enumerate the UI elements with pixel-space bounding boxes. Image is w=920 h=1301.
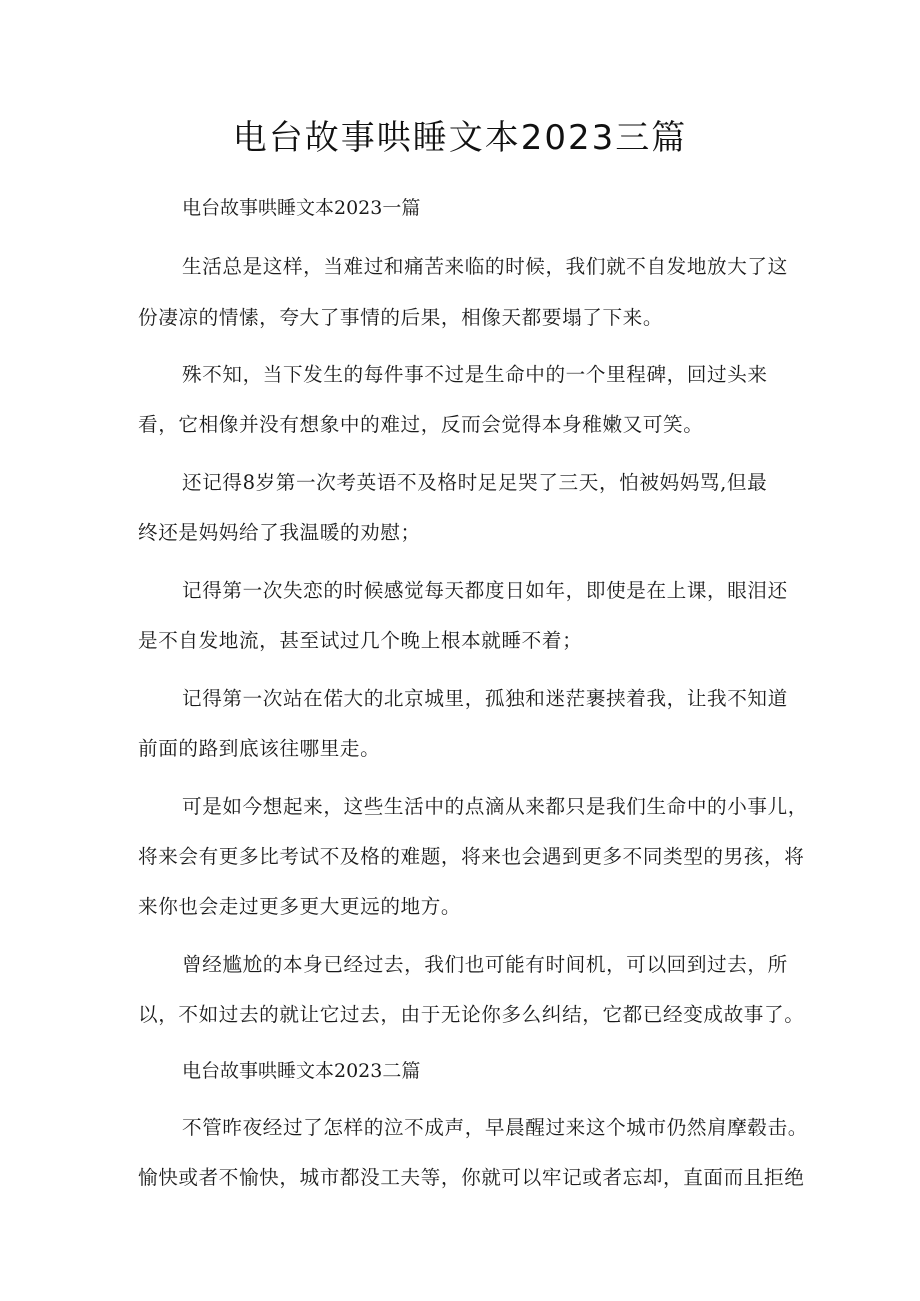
paragraph-7-line-2: 以，不如过去的就让它过去，由于无论你多么纠结，它都已经变成故事了。 — [138, 1003, 805, 1026]
paragraph-6-line-3: 来你也会走过更多更大更远的地方。 — [138, 895, 462, 918]
section-heading-1: 电台故事哄睡文本2023一篇 — [182, 197, 421, 219]
paragraph-1-line-2: 份凄凉的情愫，夸大了事情的后果，相像天都要塌了下来。 — [138, 306, 664, 329]
paragraph-3-line-2: 终还是妈妈给了我温暖的劝慰； — [138, 521, 421, 544]
paragraph-3-line-1: 还记得8岁第一次考英语不及格时足足哭了三天，怕被妈妈骂,但最 — [182, 471, 768, 494]
paragraph-8-line-2: 愉快或者不愉快，城市都没工夫等，你就可以牢记或者忘却，直面而且拒绝 — [138, 1166, 805, 1189]
section-heading-2: 电台故事哄睡文本2023二篇 — [182, 1060, 421, 1082]
paragraph-6-line-2: 将来会有更多比考试不及格的难题，将来也会遇到更多不同类型的男孩，将 — [138, 845, 805, 868]
paragraph-1-line-1: 生活总是这样，当难过和痛苦来临的时候，我们就不自发地放大了这 — [182, 255, 788, 278]
paragraph-5-line-2: 前面的路到底该往哪里走。 — [138, 737, 381, 760]
paragraph-8-line-1: 不管昨夜经过了怎样的泣不成声，早晨醒过来这个城市仍然肩摩毂击。 — [182, 1116, 809, 1139]
paragraph-6-line-1: 可是如今想起来，这些生活中的点滴从来都只是我们生命中的小事儿， — [182, 795, 809, 818]
paragraph-5-line-1: 记得第一次站在偌大的北京城里，孤独和迷茫裹挟着我，让我不知道 — [182, 687, 788, 710]
paragraph-7-line-1: 曾经尴尬的本身已经过去，我们也可能有时间机，可以回到过去，所 — [182, 953, 788, 976]
paragraph-4-line-1: 记得第一次失恋的时候感觉每天都度日如年，即使是在上课，眼泪还 — [182, 579, 788, 602]
paragraph-2-line-2: 看，它相像并没有想象中的难过，反而会觉得本身稚嫩又可笑。 — [138, 413, 704, 436]
paragraph-2-line-1: 殊不知，当下发生的每件事不过是生命中的一个里程碑，回过头来 — [182, 363, 768, 386]
document-title: 电台故事哄睡文本2023三篇 — [232, 118, 688, 158]
paragraph-4-line-2: 是不自发地流，甚至试过几个晚上根本就睡不着； — [138, 629, 583, 652]
